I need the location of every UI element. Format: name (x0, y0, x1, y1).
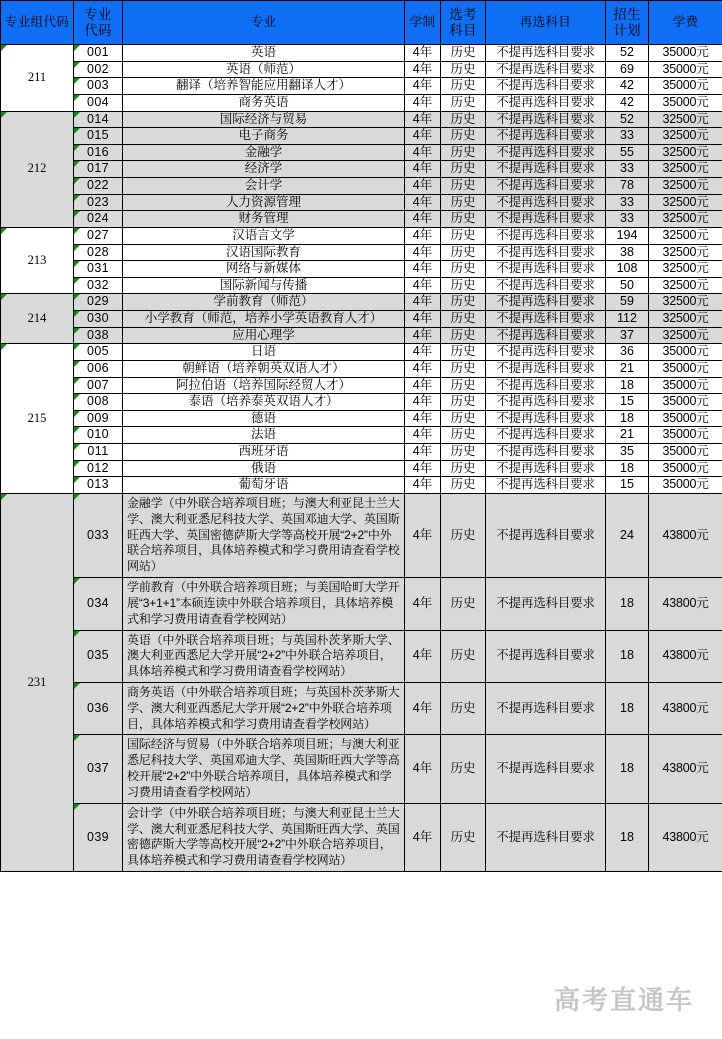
tuition-fee-cell: 35000元 (649, 460, 722, 477)
major-name-cell: 葡萄牙语 (123, 477, 405, 494)
study-years-cell: 4年 (405, 360, 441, 377)
elective-subject-cell: 历史 (441, 311, 486, 328)
secondary-subject-cell: 不提再选科目要求 (486, 261, 606, 278)
study-years-cell: 4年 (405, 277, 441, 294)
major-name-cell: 应用心理学 (123, 327, 405, 344)
elective-subject-cell: 历史 (441, 360, 486, 377)
table-row (1, 78, 722, 95)
study-years-cell: 4年 (405, 194, 441, 211)
table-row (1, 444, 722, 461)
elective-subject-cell: 历史 (441, 327, 486, 344)
study-years-cell: 4年 (405, 394, 441, 411)
tuition-fee-cell: 43800元 (649, 493, 722, 577)
elective-subject-cell: 历史 (441, 161, 486, 178)
enrollment-plan-cell: 194 (606, 227, 649, 244)
tuition-fee-cell: 32500元 (649, 178, 722, 195)
major-code-cell: 006 (74, 360, 123, 377)
elective-subject-cell: 历史 (441, 344, 486, 361)
tuition-fee-cell: 32500元 (649, 211, 722, 228)
table-row (1, 227, 722, 244)
column-header-plan-line1: 招生 (613, 7, 641, 23)
major-code-cell: 036 (74, 682, 123, 734)
secondary-subject-cell: 不提再选科目要求 (486, 244, 606, 261)
major-code-cell: 012 (74, 460, 123, 477)
study-years-cell: 4年 (405, 410, 441, 427)
elective-subject-cell: 历史 (441, 194, 486, 211)
major-code-cell: 022 (74, 178, 123, 195)
enrollment-plan-cell: 42 (606, 78, 649, 95)
table-row (1, 344, 722, 361)
group-code-cell: 215 (1, 344, 74, 494)
major-name-cell: 电子商务 (123, 128, 405, 145)
study-years-cell: 4年 (405, 327, 441, 344)
major-code-cell: 034 (74, 578, 123, 630)
enrollment-plan-cell: 18 (606, 578, 649, 630)
table-row (1, 277, 722, 294)
table-row (1, 477, 722, 494)
major-code-cell: 004 (74, 94, 123, 111)
tuition-fee-cell: 32500元 (649, 111, 722, 128)
major-name-cell: 网络与新媒体 (123, 261, 405, 278)
table-row (1, 294, 722, 311)
column-header-major-code-line1: 专业 (84, 7, 112, 23)
study-years-cell: 4年 (405, 460, 441, 477)
enrollment-plan-cell: 42 (606, 94, 649, 111)
major-code-cell: 039 (74, 803, 123, 871)
study-years-cell: 4年 (405, 682, 441, 734)
header-row (1, 1, 722, 45)
elective-subject-cell: 历史 (441, 261, 486, 278)
enrollment-plan-cell: 18 (606, 735, 649, 803)
study-years-cell: 4年 (405, 444, 441, 461)
secondary-subject-cell: 不提再选科目要求 (486, 493, 606, 577)
major-code-cell: 016 (74, 144, 123, 161)
enrollment-plan-cell: 33 (606, 211, 649, 228)
study-years-cell: 4年 (405, 261, 441, 278)
tuition-fee-cell: 32500元 (649, 227, 722, 244)
major-name-cell: 法语 (123, 427, 405, 444)
major-code-cell: 003 (74, 78, 123, 95)
elective-subject-cell: 历史 (441, 578, 486, 630)
major-name-cell: 人力资源管理 (123, 194, 405, 211)
study-years-cell: 4年 (405, 630, 441, 682)
study-years-cell: 4年 (405, 45, 441, 62)
secondary-subject-cell: 不提再选科目要求 (486, 311, 606, 328)
secondary-subject-cell: 不提再选科目要求 (486, 211, 606, 228)
secondary-subject-cell: 不提再选科目要求 (486, 477, 606, 494)
enrollment-plan-cell: 69 (606, 61, 649, 78)
enrollment-plan-cell: 59 (606, 294, 649, 311)
enrollment-plan-cell: 38 (606, 244, 649, 261)
major-code-cell: 002 (74, 61, 123, 78)
enrollment-plan-cell: 18 (606, 630, 649, 682)
table-row (1, 360, 722, 377)
enrollment-plan-cell: 37 (606, 327, 649, 344)
column-header-subject-line1: 选考 (449, 7, 477, 23)
elective-subject-cell: 历史 (441, 493, 486, 577)
tuition-fee-cell: 35000元 (649, 427, 722, 444)
elective-subject-cell: 历史 (441, 477, 486, 494)
study-years-cell: 4年 (405, 178, 441, 195)
enrollment-plan-cell: 33 (606, 161, 649, 178)
major-name-cell: 西班牙语 (123, 444, 405, 461)
table-row (1, 493, 722, 577)
major-name-cell: 英语（中外联合培养项目班；与英国朴茨茅斯大学、澳大利亚西悉尼大学开展“2+2”中外联合培养项目，具体培养模式和学习费用请查看学校网站） (123, 630, 405, 682)
column-header-major: 专业 (123, 1, 405, 45)
enrollment-plan-cell: 21 (606, 427, 649, 444)
secondary-subject-cell: 不提再选科目要求 (486, 410, 606, 427)
elective-subject-cell: 历史 (441, 227, 486, 244)
enrollment-plan-cell: 50 (606, 277, 649, 294)
major-name-cell: 会计学 (123, 178, 405, 195)
table-row (1, 261, 722, 278)
elective-subject-cell: 历史 (441, 61, 486, 78)
enrollment-plan-cell: 35 (606, 444, 649, 461)
table-row (1, 460, 722, 477)
major-name-cell: 金融学 (123, 144, 405, 161)
study-years-cell: 4年 (405, 578, 441, 630)
elective-subject-cell: 历史 (441, 377, 486, 394)
secondary-subject-cell: 不提再选科目要求 (486, 128, 606, 145)
study-years-cell: 4年 (405, 161, 441, 178)
major-code-cell: 014 (74, 111, 123, 128)
major-code-cell: 028 (74, 244, 123, 261)
group-code-cell: 212 (1, 111, 74, 227)
secondary-subject-cell: 不提再选科目要求 (486, 394, 606, 411)
elective-subject-cell: 历史 (441, 410, 486, 427)
major-code-cell: 030 (74, 311, 123, 328)
secondary-subject-cell: 不提再选科目要求 (486, 78, 606, 95)
secondary-subject-cell: 不提再选科目要求 (486, 45, 606, 62)
tuition-fee-cell: 43800元 (649, 735, 722, 803)
study-years-cell: 4年 (405, 735, 441, 803)
elective-subject-cell: 历史 (441, 444, 486, 461)
table-row (1, 94, 722, 111)
enrollment-plan-cell: 24 (606, 493, 649, 577)
elective-subject-cell: 历史 (441, 427, 486, 444)
column-header-group-code: 专业组代码 (1, 1, 74, 45)
tuition-fee-cell: 32500元 (649, 194, 722, 211)
table-row (1, 61, 722, 78)
enrollment-plan-cell: 78 (606, 178, 649, 195)
column-header-plan (606, 1, 649, 45)
secondary-subject-cell: 不提再选科目要求 (486, 578, 606, 630)
major-code-cell: 032 (74, 277, 123, 294)
major-name-cell: 学前教育（师范） (123, 294, 405, 311)
tuition-fee-cell: 43800元 (649, 803, 722, 871)
table-row (1, 211, 722, 228)
major-code-cell: 005 (74, 344, 123, 361)
study-years-cell: 4年 (405, 477, 441, 494)
tuition-fee-cell: 32500元 (649, 161, 722, 178)
table-row (1, 803, 722, 871)
secondary-subject-cell: 不提再选科目要求 (486, 327, 606, 344)
tuition-fee-cell: 32500元 (649, 327, 722, 344)
major-name-cell: 国际新闻与传播 (123, 277, 405, 294)
major-name-cell: 汉语言文学 (123, 227, 405, 244)
major-code-cell: 011 (74, 444, 123, 461)
elective-subject-cell: 历史 (441, 111, 486, 128)
watermark: 高考直通车 (553, 986, 694, 1015)
elective-subject-cell: 历史 (441, 244, 486, 261)
secondary-subject-cell: 不提再选科目要求 (486, 111, 606, 128)
elective-subject-cell: 历史 (441, 94, 486, 111)
table-row (1, 630, 722, 682)
major-code-cell: 031 (74, 261, 123, 278)
major-code-cell: 008 (74, 394, 123, 411)
column-header-subject-line2: 科目 (449, 22, 477, 38)
column-header-resubject: 再选科目 (486, 1, 606, 45)
secondary-subject-cell: 不提再选科目要求 (486, 427, 606, 444)
major-code-cell: 033 (74, 493, 123, 577)
elective-subject-cell: 历史 (441, 394, 486, 411)
enrollment-plan-cell: 52 (606, 111, 649, 128)
secondary-subject-cell: 不提再选科目要求 (486, 178, 606, 195)
study-years-cell: 4年 (405, 144, 441, 161)
tuition-fee-cell: 32500元 (649, 294, 722, 311)
enrollment-plan-cell: 108 (606, 261, 649, 278)
tuition-fee-cell: 32500元 (649, 277, 722, 294)
elective-subject-cell: 历史 (441, 144, 486, 161)
tuition-fee-cell: 32500元 (649, 244, 722, 261)
table-row (1, 244, 722, 261)
major-name-cell: 金融学（中外联合培养项目班；与澳大利亚昆士兰大学、澳大利亚悉尼科技大学、英国邓迪大学、英国斯旺西大学、英国密德萨斯大学等高校开展“2+2”中外联合培养项目，具体培养模式和学习费用请查看学校网站） (123, 493, 405, 577)
elective-subject-cell: 历史 (441, 78, 486, 95)
enrollment-plan-cell: 15 (606, 477, 649, 494)
elective-subject-cell: 历史 (441, 294, 486, 311)
secondary-subject-cell: 不提再选科目要求 (486, 630, 606, 682)
table-row (1, 178, 722, 195)
enrollment-plan-cell: 18 (606, 682, 649, 734)
major-code-cell: 007 (74, 377, 123, 394)
major-code-cell: 029 (74, 294, 123, 311)
study-years-cell: 4年 (405, 128, 441, 145)
column-header-major-code-line2: 代码 (84, 22, 112, 38)
study-years-cell: 4年 (405, 493, 441, 577)
enrollment-plan-cell: 18 (606, 460, 649, 477)
tuition-fee-cell: 35000元 (649, 344, 722, 361)
table-row (1, 128, 722, 145)
table-row (1, 682, 722, 734)
major-name-cell: 商务英语 (123, 94, 405, 111)
study-years-cell: 4年 (405, 344, 441, 361)
tuition-fee-cell: 43800元 (649, 578, 722, 630)
column-header-plan-line2: 计划 (613, 22, 641, 38)
enrollment-plan-cell: 112 (606, 311, 649, 328)
table-row (1, 377, 722, 394)
tuition-fee-cell: 35000元 (649, 360, 722, 377)
secondary-subject-cell: 不提再选科目要求 (486, 194, 606, 211)
major-name-cell: 泰语（培养泰英双语人才） (123, 394, 405, 411)
tuition-fee-cell: 35000元 (649, 61, 722, 78)
secondary-subject-cell: 不提再选科目要求 (486, 344, 606, 361)
table-row (1, 427, 722, 444)
study-years-cell: 4年 (405, 94, 441, 111)
enrollment-plan-cell: 18 (606, 377, 649, 394)
tuition-fee-cell: 32500元 (649, 311, 722, 328)
secondary-subject-cell: 不提再选科目要求 (486, 444, 606, 461)
study-years-cell: 4年 (405, 111, 441, 128)
major-code-cell: 017 (74, 161, 123, 178)
study-years-cell: 4年 (405, 244, 441, 261)
major-code-cell: 010 (74, 427, 123, 444)
secondary-subject-cell: 不提再选科目要求 (486, 460, 606, 477)
table-row (1, 161, 722, 178)
major-name-cell: 财务管理 (123, 211, 405, 228)
secondary-subject-cell: 不提再选科目要求 (486, 735, 606, 803)
secondary-subject-cell: 不提再选科目要求 (486, 227, 606, 244)
major-name-cell: 小学教育（师范，培养小学英语教育人才） (123, 311, 405, 328)
major-code-cell: 035 (74, 630, 123, 682)
group-code-cell: 211 (1, 45, 74, 112)
major-code-cell: 038 (74, 327, 123, 344)
study-years-cell: 4年 (405, 427, 441, 444)
secondary-subject-cell: 不提再选科目要求 (486, 94, 606, 111)
tuition-fee-cell: 32500元 (649, 261, 722, 278)
secondary-subject-cell: 不提再选科目要求 (486, 144, 606, 161)
study-years-cell: 4年 (405, 377, 441, 394)
tuition-fee-cell: 32500元 (649, 128, 722, 145)
secondary-subject-cell: 不提再选科目要求 (486, 294, 606, 311)
major-name-cell: 俄语 (123, 460, 405, 477)
table-row (1, 45, 722, 62)
secondary-subject-cell: 不提再选科目要求 (486, 377, 606, 394)
elective-subject-cell: 历史 (441, 735, 486, 803)
study-years-cell: 4年 (405, 311, 441, 328)
tuition-fee-cell: 35000元 (649, 78, 722, 95)
enrollment-plan-cell: 18 (606, 410, 649, 427)
table-body (1, 45, 722, 872)
elective-subject-cell: 历史 (441, 128, 486, 145)
table-row (1, 144, 722, 161)
secondary-subject-cell: 不提再选科目要求 (486, 682, 606, 734)
elective-subject-cell: 历史 (441, 45, 486, 62)
major-code-cell: 027 (74, 227, 123, 244)
tuition-fee-cell: 35000元 (649, 94, 722, 111)
elective-subject-cell: 历史 (441, 211, 486, 228)
tuition-fee-cell: 43800元 (649, 630, 722, 682)
major-code-cell: 009 (74, 410, 123, 427)
table-row (1, 578, 722, 630)
major-name-cell: 国际经济与贸易（中外联合培养项目班；与澳大利亚悉尼科技大学、英国邓迪大学、英国斯旺西大学等高校开展“2+2”中外联合培养项目，具体培养模式和学习费用请查看学校网站） (123, 735, 405, 803)
table-header (1, 1, 722, 45)
table-row (1, 311, 722, 328)
enrollment-plan-cell: 18 (606, 803, 649, 871)
table-row (1, 111, 722, 128)
tuition-fee-cell: 35000元 (649, 410, 722, 427)
elective-subject-cell: 历史 (441, 630, 486, 682)
enrollment-plan-cell: 36 (606, 344, 649, 361)
major-code-cell: 013 (74, 477, 123, 494)
major-name-cell: 会计学（中外联合培养项目班；与澳大利亚昆士兰大学、澳大利亚悉尼科技大学、英国斯旺西大学、英国密德萨斯大学等高校开展“2+2”中外联合培养项目，具体培养模式和学习费用请查看学校网站） (123, 803, 405, 871)
column-header-fee: 学费 (649, 1, 722, 45)
enrollment-plan-cell: 21 (606, 360, 649, 377)
column-header-major-code (74, 1, 123, 45)
enrollment-plan-cell: 15 (606, 394, 649, 411)
major-name-cell: 朝鲜语（培养朝英双语人才） (123, 360, 405, 377)
tuition-fee-cell: 35000元 (649, 444, 722, 461)
major-name-cell: 经济学 (123, 161, 405, 178)
elective-subject-cell: 历史 (441, 803, 486, 871)
group-code-cell: 214 (1, 294, 74, 344)
study-years-cell: 4年 (405, 294, 441, 311)
table-row (1, 194, 722, 211)
tuition-fee-cell: 32500元 (649, 144, 722, 161)
major-name-cell: 德语 (123, 410, 405, 427)
major-name-cell: 翻译（培养智能应用翻译人才） (123, 78, 405, 95)
elective-subject-cell: 历史 (441, 682, 486, 734)
tuition-fee-cell: 43800元 (649, 682, 722, 734)
major-code-cell: 001 (74, 45, 123, 62)
tuition-fee-cell: 35000元 (649, 477, 722, 494)
elective-subject-cell: 历史 (441, 460, 486, 477)
group-code-cell: 231 (1, 493, 74, 871)
major-name-cell: 汉语国际教育 (123, 244, 405, 261)
elective-subject-cell: 历史 (441, 178, 486, 195)
table-row (1, 327, 722, 344)
study-years-cell: 4年 (405, 61, 441, 78)
study-years-cell: 4年 (405, 211, 441, 228)
elective-subject-cell: 历史 (441, 277, 486, 294)
major-code-cell: 024 (74, 211, 123, 228)
group-code-cell: 213 (1, 227, 74, 294)
enrollment-plan-cell: 33 (606, 128, 649, 145)
major-name-cell: 阿拉伯语（培养国际经贸人才） (123, 377, 405, 394)
column-header-subject (441, 1, 486, 45)
table-row (1, 394, 722, 411)
secondary-subject-cell: 不提再选科目要求 (486, 61, 606, 78)
major-name-cell: 英语 (123, 45, 405, 62)
enrollment-plan-cell: 55 (606, 144, 649, 161)
study-years-cell: 4年 (405, 78, 441, 95)
major-code-cell: 015 (74, 128, 123, 145)
column-header-years: 学制 (405, 1, 441, 45)
study-years-cell: 4年 (405, 227, 441, 244)
major-name-cell: 学前教育（中外联合培养项目班；与美国哈町大学开展“3+1+1”本硕连读中外联合培养项目，具体培养模式和学习费用请查看学校网站） (123, 578, 405, 630)
major-code-cell: 037 (74, 735, 123, 803)
secondary-subject-cell: 不提再选科目要求 (486, 277, 606, 294)
table-row (1, 735, 722, 803)
study-years-cell: 4年 (405, 803, 441, 871)
major-code-cell: 023 (74, 194, 123, 211)
tuition-fee-cell: 35000元 (649, 394, 722, 411)
major-name-cell: 日语 (123, 344, 405, 361)
table-row (1, 410, 722, 427)
major-name-cell: 英语（师范） (123, 61, 405, 78)
tuition-fee-cell: 35000元 (649, 45, 722, 62)
secondary-subject-cell: 不提再选科目要求 (486, 161, 606, 178)
major-name-cell: 商务英语（中外联合培养项目班；与英国朴茨茅斯大学、澳大利亚西悉尼大学开展“2+2”中外联合培养项目，具体培养模式和学习费用请查看学校网站） (123, 682, 405, 734)
major-name-cell: 国际经济与贸易 (123, 111, 405, 128)
tuition-fee-cell: 35000元 (649, 377, 722, 394)
enrollment-plan-cell: 52 (606, 45, 649, 62)
secondary-subject-cell: 不提再选科目要求 (486, 360, 606, 377)
enrollment-plan-cell: 33 (606, 194, 649, 211)
secondary-subject-cell: 不提再选科目要求 (486, 803, 606, 871)
